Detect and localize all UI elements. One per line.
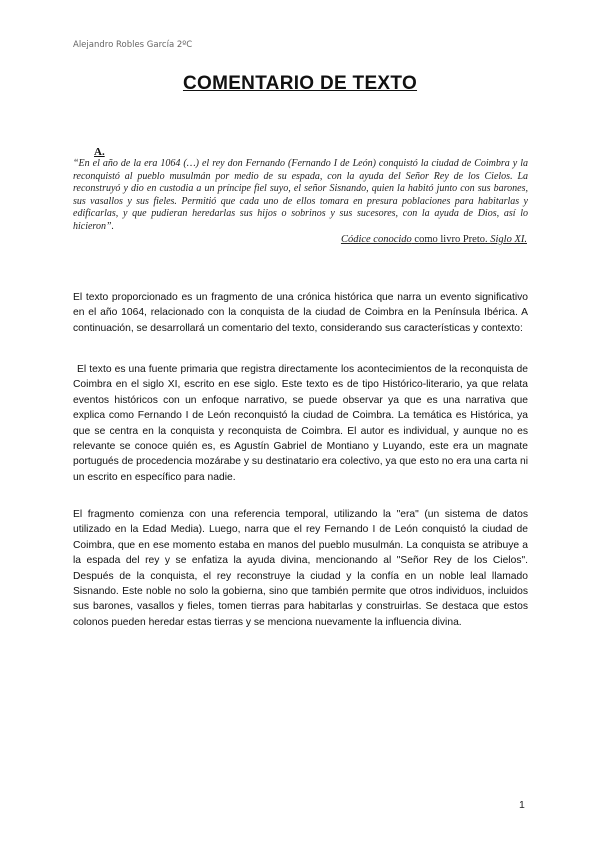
paragraph-intro: El texto proporcionado es un fragmento de una crónica histórica que narra un evento significativo en el año 1064, relacionado con la conquista de la ciudad de Coimbra en la Península Ibérica. A continuación, se desarrollará un comentario del texto, considerando sus características y contexto: — [73, 292, 528, 334]
quote-citation — [341, 234, 527, 245]
page-number: 1 — [519, 799, 525, 811]
citation-middle: como livro Preto. — [411, 234, 491, 245]
page-title: COMENTARIO DE TEXTO — [182, 73, 418, 94]
source-quote: “En el año de la era 1064 (…) el rey don Fernando (Fernando I de León) conquistó la ciudad de Coimbra y la reconquistó al pueblo musulmán por medio de su espada, con la ayuda del Señor Rey de los Cielos. La reconstruyó y dio en custodia a un príncipe fiel suyo, el señor Sisnando, quien la habitó junto con sus barones, sus vasallos y sus fieles. Permitió que cada uno de ellos tomara en presura poblaciones para habitarlas y edificarlas, y que pudieran heredarlas sus hijos o sobrinos y sus sucesores, con la ayuda de Dios, así lo hicieron”. — [73, 158, 528, 232]
citation-codex: Códice conocido — [340, 234, 412, 245]
header-author: Alejandro Robles García 2ºC — [73, 40, 193, 50]
citation-century: Siglo XI. — [490, 234, 527, 245]
paragraph-classification: El texto es una fuente primaria que registra directamente los acontecimientos de la reconquista de Coimbra en el siglo XI, escrito en ese siglo. Este texto es de tipo Histórico-literario, ya que relata eventos históricos con un enfoque narrativo, se puede observar ya que es una narrativa que explica como Fernando I de León reconquistó la ciudad de Coimbra. La temática es Histórica, ya que se centra en la conquista y reconquista de Coimbra. El autor es individual, y aunque no es relevante se conoce quién es, es Agustín Gabriel de Montiano y Luyando, este era un magnate portugués de procedencia mozárabe y su destinatario era colectivo, ya que esto no era una carta ni un escrito en específico para nadie. — [73, 364, 528, 483]
section-label: A. — [94, 146, 105, 158]
paragraph-analysis: El fragmento comienza con una referencia temporal, utilizando la "era" (un sistema de datos utilizado en la Edad Media). Luego, narra que el rey Fernando I de León conquistó la ciudad de Coimbra, que en ese momento estaba en manos del pueblo musulmán. La conquista se atribuye a la espada del rey y se enfatiza la ayuda divina, mencionando al "Señor Rey de los Cielos". Después de la conquista, el rey reconstruye la ciudad y la confía en un noble leal llamado Sisnando. Este noble no solo la gobierna, sino que también permite que otros individuos, incluidos sus barones, vasallos y fieles, tomen tierras para habitarlas y construirlas. Se destaca que estos colonos pueden heredar estas tierras y se menciona nuevamente la influencia divina. — [73, 509, 528, 628]
